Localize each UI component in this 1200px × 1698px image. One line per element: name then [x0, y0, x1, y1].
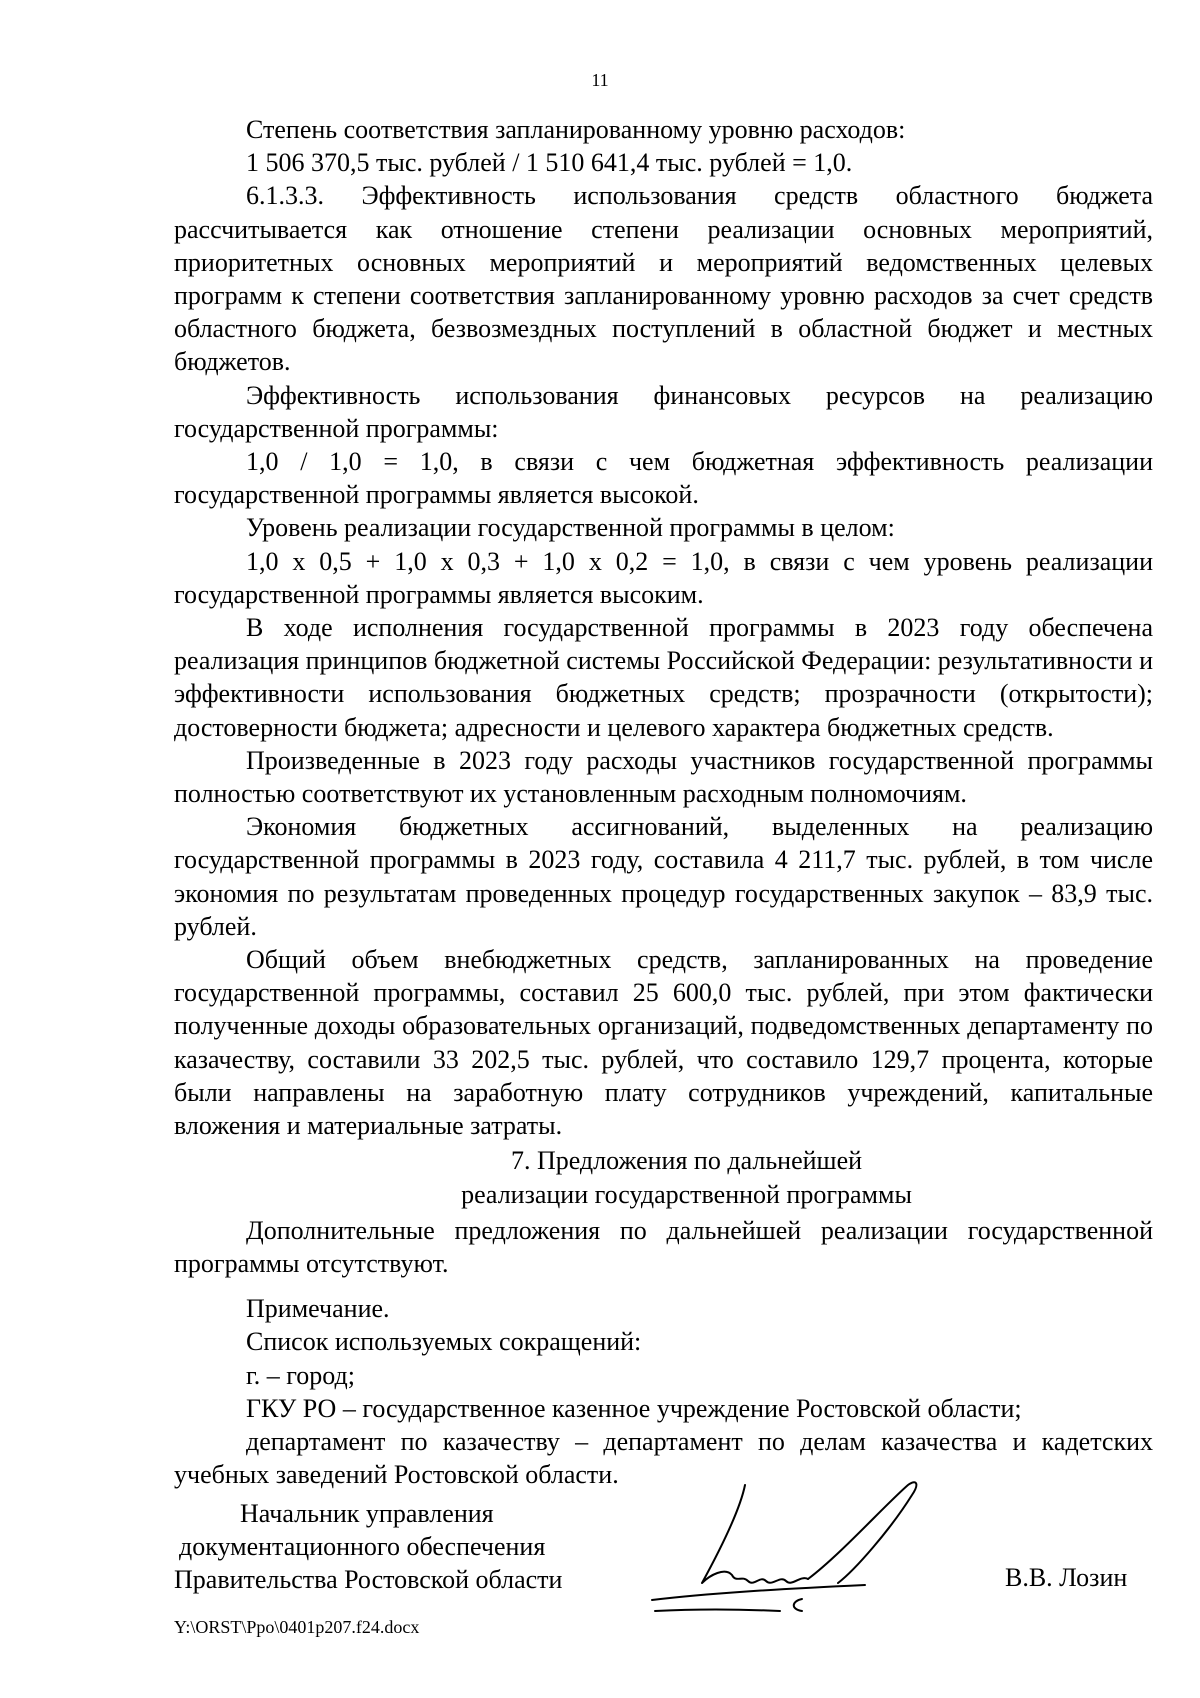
section-text: Дополнительные предложения по дальнейшей реализации государственной программы отсутствуют.: [174, 1215, 1153, 1278]
handwritten-signature: [640, 1475, 970, 1640]
abbreviation-item: г. – город;: [246, 1360, 355, 1390]
paragraph: Эффективность использования финансовых ресурсов на реализацию государственной программы:: [174, 380, 1153, 443]
paragraph: 1,0 / 1,0 = 1,0, в связи с чем бюджетная эффективность реализации государственной программы является высокой.: [174, 447, 1153, 510]
paragraph: Произведенные в 2023 году расходы участников государственной программы полностью соответствуют их установленным расходным полномочиям.: [174, 745, 1153, 809]
section-heading-line: 7. Предложения по дальнейшей: [510, 1146, 863, 1176]
paragraph: Общий объем внебюджетных средств, запланированных на проведение государственной программы, составил 25 600,0 тыс. рублей, при этом фактически полученные доходы образовательных организаций, подведомственных департаменту по казачеству, составили 33 202,5 тыс. рублей, что составило 129,7 процента, которые были направлены на заработную плату сотрудников учреждений, капитальные вложения и материальные затраты.: [174, 945, 1153, 1141]
signatory-name: В.В. Лозин: [1005, 1563, 1128, 1592]
signatory-title-line: Начальник управления: [240, 1499, 494, 1528]
paragraph: В ходе исполнения государственной программы в 2023 году обеспечена реализация принципов бюджетной системы Российской Федерации: результативности и эффективности использования бюджетных средств; прозрачности (открытости); достоверности бюджета; адресности и целевого характера бюджетных средств.: [174, 613, 1153, 742]
note-title: Примечание.: [246, 1294, 390, 1324]
section-heading-line: реализации государственной программы: [461, 1179, 912, 1209]
signatory-title-line: Правительства Ростовской области: [174, 1565, 563, 1594]
signatory-title-line: документационного обеспечения: [179, 1532, 546, 1561]
abbreviation-item: ГКУ РО – государственное казенное учреждение Ростовской области;: [246, 1393, 1022, 1423]
paragraph: 1,0 х 0,5 + 1,0 х 0,3 + 1,0 х 0,2 = 1,0, в связи с чем уровень реализации государственной программы является высоким.: [174, 546, 1153, 609]
paragraph: 6.1.3.3. Эффективность использования средств областного бюджета рассчитывается как отношение степени реализации основных мероприятий, приоритетных основных мероприятий и мероприятий ведомственных целевых программ к степени соответствия запланированному уровню расходов за счет средств областного бюджета, безвозмездных поступлений в областной бюджет и местных бюджетов.: [174, 181, 1153, 377]
paragraph: Уровень реализации государственной программы в целом:: [246, 513, 895, 543]
abbreviations-title: Список используемых сокращений:: [246, 1327, 642, 1357]
paragraph: Экономия бюджетных ассигнований, выделенных на реализацию государственной программы в 2023 году, составила 4 211,7 тыс. рублей, в том числе экономия по результатам проведенных процедур государственных закупок – 83,9 тыс. рублей.: [174, 812, 1153, 941]
document-body: [174, 113, 1153, 1491]
abbreviation-item: департамент по казачеству – департамент по делам казачества и кадетских учебных заведений Ростовской области.: [174, 1426, 1153, 1490]
file-path: Y:\ORST\Ppo\0401p207.f24.docx: [174, 1617, 420, 1637]
section-heading: [174, 1144, 1153, 1210]
page-number: 11: [591, 70, 609, 90]
signatory-title: [174, 1497, 634, 1596]
paragraph: Степень соответствия запланированному уровню расходов:: [246, 115, 906, 144]
paragraph: 1 506 370,5 тыс. рублей / 1 510 641,4 тыс. рублей = 1,0.: [246, 148, 853, 178]
